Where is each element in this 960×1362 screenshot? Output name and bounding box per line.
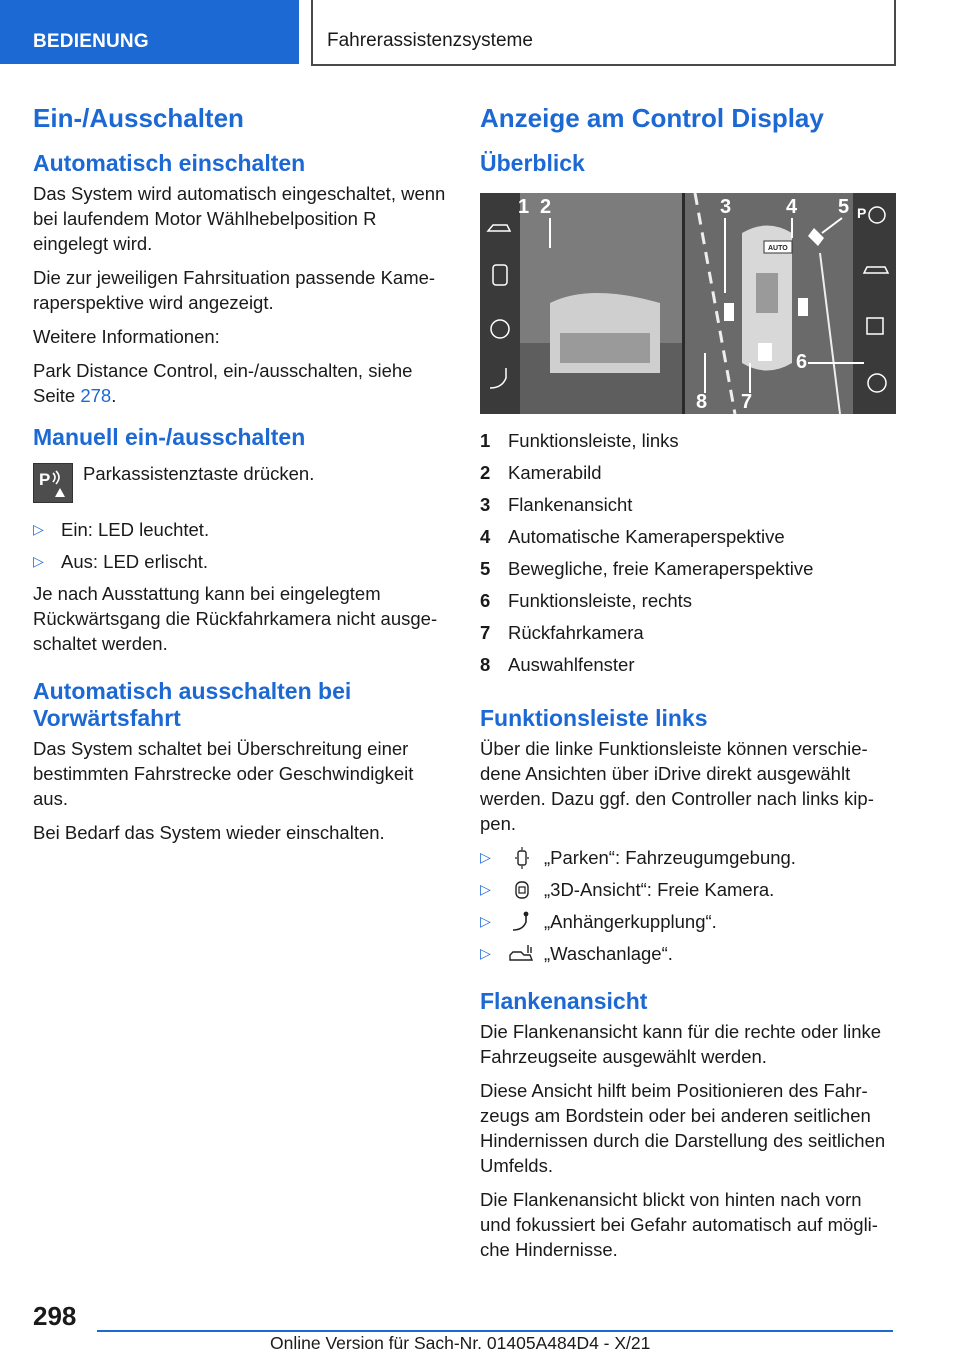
figure-label-6: 6 [796, 351, 808, 373]
heading-flankenansicht: Flankenansicht [480, 988, 648, 1014]
bullet-triangle-icon: ▷ [480, 913, 491, 929]
figure-badge: AUTO [768, 245, 788, 252]
page-number: 298 [33, 1301, 77, 1331]
left-column [33, 100, 453, 854]
park-assist-button-icon [33, 463, 73, 503]
legend-item: 2 Kamerabild [480, 462, 602, 483]
figure-label-7: 7 [741, 391, 753, 413]
footer-divider [97, 1330, 893, 1332]
list-item: ▷ „Parken“: Fahrzeugumgebung. [480, 847, 796, 868]
paragraph: Das System wird automatisch eingeschaltet, wenn bei laufendem Motor Wählhebelposition R eingelegt wird. [33, 183, 446, 254]
paragraph: Bei Bedarf das System wieder einschalten. [33, 822, 385, 843]
trailer-hitch-icon [508, 911, 536, 933]
legend-item: 1 Funktionsleiste, links [480, 430, 679, 451]
heading-automatisch-ausschalten: Automatisch ausschalten bei Vorwärtsfahrt [33, 678, 352, 731]
legend-item: 3 Flankenansicht [480, 494, 633, 515]
button-text: Parkassistenztaste drücken. [83, 463, 315, 484]
3d-view-icon [508, 879, 536, 901]
heading-anzeige: Anzeige am Control Display [480, 103, 824, 133]
legend-item: 5 Bewegliche, freie Kameraperspektive [480, 558, 814, 579]
bullet-triangle-icon: ▷ [33, 521, 44, 537]
paragraph: Über die linke Funktionsleiste können verschiedene Ansichten über iDrive direkt ausgewählt werden. Dazu ggf. den Controller nach links kippen. [480, 738, 874, 834]
list-item: ▷ „Anhängerkupplung“. [480, 911, 717, 932]
car-wash-icon [508, 943, 536, 965]
paragraph: Das System schaltet bei Überschreitung einer bestimmten Fahrstrecke oder Geschwindigkeit aus. [33, 738, 414, 809]
button-instruction [33, 461, 453, 503]
bullet-triangle-icon: ▷ [480, 945, 491, 961]
svg-text:P: P [39, 470, 51, 489]
legend-item: 7 Rückfahrkamera [480, 622, 644, 643]
footer-text: Online Version für Sach-Nr. 01405A484D4 - X/21 [270, 1333, 651, 1353]
figure-label-2: 2 [540, 196, 552, 218]
list-item: ▷ „Waschanlage“. [480, 943, 673, 964]
paragraph: Die Flankenansicht kann für die rechte oder linke Fahrzeugseite ausgewählt werden. [480, 1021, 882, 1067]
paragraph: Die zur jeweiligen Fahrsituation passende Kameraperspektive wird angezeigt. [33, 267, 436, 313]
legend-item: 4 Automatische Kameraperspektive [480, 526, 785, 547]
bullet-triangle-icon: ▷ [480, 881, 491, 897]
control-display-illustration [480, 193, 896, 414]
figure-label-4: 4 [786, 196, 798, 218]
figure-legend [480, 428, 896, 677]
chapter-tab [311, 0, 896, 66]
figure-label-5: 5 [838, 196, 850, 218]
legend-item: 6 Funktionsleiste, rechts [480, 590, 693, 611]
paragraph: Weitere Informationen: [33, 326, 220, 347]
legend-item: 8 Auswahlfenster [480, 654, 635, 675]
list-item: ▷ Aus: LED erlischt. [33, 551, 209, 572]
paragraph: Diese Ansicht hilft beim Positionieren des Fahrzeugs am Bordstein oder bei anderen seitlichen Hindernissen durch die Darstellung des seitlichen Umfelds. [480, 1080, 886, 1176]
svg-text:P: P [857, 205, 867, 221]
paragraph: Die Flankenansicht blickt von hinten nach vorn und fokussiert bei Gefahr automatisch auf mögliche Hindernisse. [480, 1189, 878, 1260]
figure-label-3: 3 [720, 196, 732, 218]
list-item: ▷ Ein: LED leuchtet. [33, 519, 210, 540]
heading-automatisch-einschalten: Automatisch einschalten [33, 150, 306, 176]
section-title: BEDIENUNG [33, 31, 149, 52]
section-tab [0, 0, 299, 64]
figure-label-8: 8 [696, 391, 708, 413]
page-link[interactable]: 278 [80, 385, 112, 406]
parking-view-icon [508, 847, 536, 869]
heading-funktionsleiste-links: Funktionsleiste links [480, 705, 708, 731]
paragraph-reference: Park Distance Control, ein-/ausschalten, siehe Seite 278. [33, 360, 413, 406]
heading-ein-ausschalten: Ein-/Ausschalten [33, 103, 244, 133]
heading-manuell: Manuell ein-/ausschalten [33, 424, 306, 450]
bullet-triangle-icon: ▷ [480, 849, 491, 865]
right-column [480, 100, 896, 1271]
control-display-figure [480, 193, 896, 414]
chapter-title: Fahrerassistenzsysteme [327, 30, 533, 51]
list-item: ▷ „3D-Ansicht“: Freie Kamera. [480, 879, 775, 900]
heading-ueberblick: Überblick [480, 150, 585, 176]
paragraph: Je nach Ausstattung kann bei eingelegtem Rückwärtsgang die Rückfahrkamera nicht ausgeschaltet werden. [33, 583, 438, 654]
bullet-triangle-icon: ▷ [33, 553, 44, 569]
figure-label-1: 1 [518, 196, 530, 218]
